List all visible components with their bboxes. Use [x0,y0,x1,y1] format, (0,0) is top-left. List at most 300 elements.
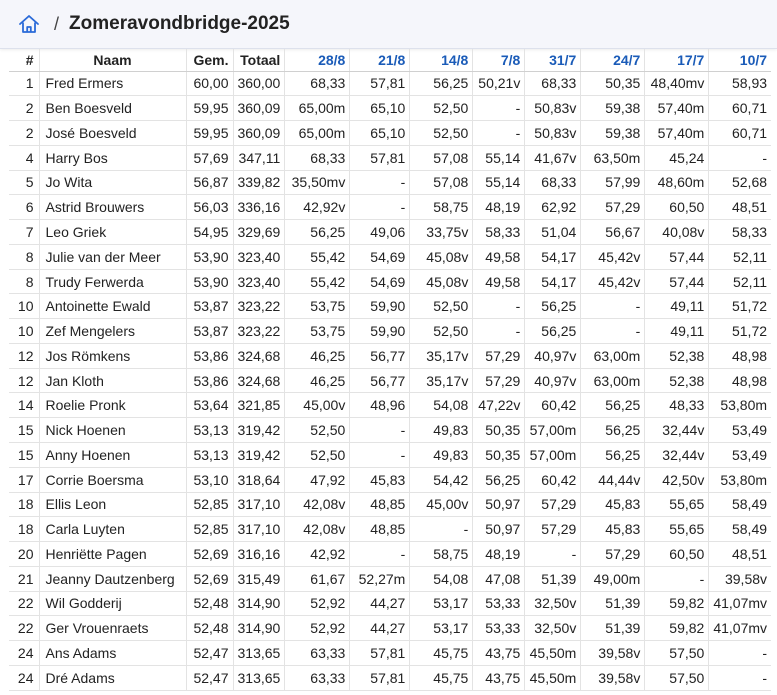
average-cell: 53,90 [186,244,233,269]
average-cell: 52,69 [186,566,233,591]
score-cell: 52,50 [285,442,350,467]
score-cell: 48,85 [350,492,410,517]
rank-cell: 15 [9,418,39,443]
score-cell: 63,50m [581,145,645,170]
player-name-cell: Jeanny Dautzenberg [39,566,186,591]
total-cell: 324,68 [233,343,285,368]
score-cell: 63,33 [285,665,350,690]
score-cell: 46,25 [285,343,350,368]
player-name-cell: Harry Bos [39,145,186,170]
table-row [9,393,771,418]
column-header-date[interactable]: 24/7 [581,49,645,71]
score-cell: 49,11 [645,294,709,319]
score-cell: 46,25 [285,368,350,393]
score-cell: 52,50 [410,319,473,344]
score-cell: 49,83 [410,418,473,443]
score-cell: 48,98 [709,343,771,368]
score-cell: 45,08v [410,244,473,269]
score-cell: 52,11 [709,269,771,294]
score-cell: 45,75 [410,641,473,666]
player-name-cell: Julie van der Meer [39,244,186,269]
score-cell: - [645,566,709,591]
score-cell: 68,33 [285,145,350,170]
score-cell: 57,29 [581,195,645,220]
score-cell: 55,65 [645,492,709,517]
score-cell: 57,29 [473,368,525,393]
score-cell: 42,08v [285,492,350,517]
score-cell: 57,29 [525,492,581,517]
rank-cell: 8 [9,244,39,269]
average-cell: 56,03 [186,195,233,220]
score-cell: 48,96 [350,393,410,418]
column-header-date[interactable]: 31/7 [525,49,581,71]
score-cell: 52,11 [709,244,771,269]
score-cell: 45,83 [581,492,645,517]
total-cell: 321,85 [233,393,285,418]
score-cell: 56,25 [410,71,473,96]
page-title: Zomeravondbridge-2025 [69,13,290,34]
player-name-cell: Fred Ermers [39,71,186,96]
table-row [9,294,771,319]
score-cell: 63,00m [581,343,645,368]
average-cell: 54,95 [186,220,233,245]
score-cell: 35,17v [410,368,473,393]
rank-cell: 2 [9,121,39,146]
score-cell: - [581,294,645,319]
score-cell: 35,50mv [285,170,350,195]
total-cell: 316,16 [233,542,285,567]
home-link[interactable] [18,14,40,34]
score-cell: 45,83 [350,467,410,492]
average-cell: 53,10 [186,467,233,492]
score-cell: - [581,319,645,344]
score-cell: - [473,319,525,344]
score-cell: 50,35 [473,442,525,467]
score-cell: 60,50 [645,195,709,220]
average-cell: 52,85 [186,492,233,517]
score-cell: 54,17 [525,269,581,294]
player-name-cell: José Boesveld [39,121,186,146]
rank-cell: 8 [9,269,39,294]
score-cell: 49,06 [350,220,410,245]
average-cell: 53,90 [186,269,233,294]
score-cell: 53,33 [473,616,525,641]
score-cell: 58,75 [410,542,473,567]
average-cell: 52,48 [186,591,233,616]
column-header-date[interactable]: 7/8 [473,49,525,71]
score-cell: 55,65 [645,517,709,542]
table-row [9,492,771,517]
score-cell: - [410,517,473,542]
score-cell: 53,17 [410,591,473,616]
score-cell: 47,08 [473,566,525,591]
score-cell: 57,81 [350,641,410,666]
column-header-date[interactable]: 14/8 [410,49,473,71]
table-row [9,71,771,96]
score-cell: 52,92 [285,591,350,616]
score-cell: 47,92 [285,467,350,492]
score-cell: 54,17 [525,244,581,269]
score-cell: 50,21v [473,71,525,96]
total-cell: 324,68 [233,368,285,393]
score-cell: 44,44v [581,467,645,492]
table-row [9,121,771,146]
table-row [9,145,771,170]
total-cell: 317,10 [233,492,285,517]
score-cell: 62,92 [525,195,581,220]
total-cell: 339,82 [233,170,285,195]
score-cell: - [473,121,525,146]
score-cell: 63,00m [581,368,645,393]
score-cell: 58,49 [709,492,771,517]
score-cell: 54,42 [410,467,473,492]
score-cell: 65,00m [285,121,350,146]
table-row [9,195,771,220]
score-cell: 52,92 [285,616,350,641]
score-cell: 57,81 [350,145,410,170]
score-cell: 56,25 [525,294,581,319]
score-cell: 43,75 [473,641,525,666]
score-cell: 57,40m [645,96,709,121]
average-cell: 53,86 [186,343,233,368]
rank-cell: 5 [9,170,39,195]
score-cell: 41,07mv [709,591,771,616]
total-cell: 323,22 [233,294,285,319]
score-cell: 57,44 [645,269,709,294]
rank-cell: 12 [9,368,39,393]
score-cell: - [709,665,771,690]
player-name-cell: Ans Adams [39,641,186,666]
score-cell: 57,29 [525,517,581,542]
total-cell: 323,40 [233,244,285,269]
score-cell: 51,39 [525,566,581,591]
score-cell: 41,07mv [709,616,771,641]
score-cell: 43,75 [473,665,525,690]
score-cell: - [473,294,525,319]
score-cell: 32,44v [645,442,709,467]
score-cell: 32,50v [525,616,581,641]
player-name-cell: Zef Mengelers [39,319,186,344]
score-cell: 68,33 [525,71,581,96]
rank-cell: 12 [9,343,39,368]
score-cell: 60,71 [709,96,771,121]
score-cell: 33,75v [410,220,473,245]
player-name-cell: Anny Hoenen [39,442,186,467]
score-cell: 39,58v [709,566,771,591]
total-cell: 360,09 [233,96,285,121]
player-name-cell: Nick Hoenen [39,418,186,443]
score-cell: 50,83v [525,121,581,146]
score-cell: 58,75 [410,195,473,220]
score-cell: 48,51 [709,195,771,220]
player-name-cell: Jo Wita [39,170,186,195]
total-cell: 323,22 [233,319,285,344]
column-header-rank: # [9,49,39,71]
score-cell: 65,00m [285,96,350,121]
table-row [9,319,771,344]
score-cell: 51,72 [709,294,771,319]
score-cell: 59,82 [645,616,709,641]
table-row [9,467,771,492]
table-row [9,343,771,368]
score-cell: 55,14 [473,170,525,195]
score-cell: 51,72 [709,319,771,344]
average-cell: 59,95 [186,121,233,146]
rank-cell: 6 [9,195,39,220]
score-cell: 56,25 [525,319,581,344]
score-cell: 57,00m [525,418,581,443]
score-cell: 57,00m [525,442,581,467]
rank-cell: 24 [9,641,39,666]
score-cell: 51,39 [581,591,645,616]
score-cell: 52,50 [285,418,350,443]
score-cell: 52,38 [645,368,709,393]
score-cell: 45,00v [410,492,473,517]
score-cell: 53,80m [709,393,771,418]
score-cell: 60,71 [709,121,771,146]
score-cell: 68,33 [285,71,350,96]
score-cell: 59,82 [645,591,709,616]
score-cell: 57,08 [410,145,473,170]
player-name-cell: Leo Griek [39,220,186,245]
average-cell: 57,69 [186,145,233,170]
score-cell: 58,93 [709,71,771,96]
column-header-average: Gem. [186,49,233,71]
rank-cell: 10 [9,319,39,344]
score-cell: 60,50 [645,542,709,567]
score-cell: 59,38 [581,96,645,121]
table-row [9,542,771,567]
table-row [9,220,771,245]
score-cell: 44,27 [350,591,410,616]
player-name-cell: Astrid Brouwers [39,195,186,220]
score-cell: 52,50 [410,121,473,146]
score-cell: - [350,418,410,443]
rank-cell: 22 [9,591,39,616]
column-header-date[interactable]: 28/8 [285,49,350,71]
score-cell: 48,60m [645,170,709,195]
score-cell: 56,67 [581,220,645,245]
score-cell: 50,35 [581,71,645,96]
score-cell: 53,49 [709,418,771,443]
score-cell: 56,25 [285,220,350,245]
rank-cell: 18 [9,492,39,517]
rank-cell: 4 [9,145,39,170]
score-cell: 42,92v [285,195,350,220]
table-header-row [9,49,771,71]
score-cell: 51,39 [581,616,645,641]
score-cell: 48,98 [709,368,771,393]
average-cell: 60,00 [186,71,233,96]
score-cell: 52,68 [709,170,771,195]
score-cell: 53,49 [709,442,771,467]
score-cell: 65,10 [350,121,410,146]
average-cell: 53,64 [186,393,233,418]
average-cell: 56,87 [186,170,233,195]
total-cell: 323,40 [233,269,285,294]
score-cell: 57,08 [410,170,473,195]
score-cell: 57,50 [645,665,709,690]
total-cell: 360,09 [233,121,285,146]
average-cell: 53,13 [186,442,233,467]
score-cell: - [525,542,581,567]
total-cell: 317,10 [233,517,285,542]
score-cell: 48,85 [350,517,410,542]
average-cell: 53,87 [186,319,233,344]
score-cell: 52,38 [645,343,709,368]
score-cell: 49,58 [473,269,525,294]
score-cell: 52,50 [410,294,473,319]
score-cell: 51,04 [525,220,581,245]
score-cell: 48,40mv [645,71,709,96]
total-cell: 314,90 [233,616,285,641]
score-cell: 61,67 [285,566,350,591]
score-cell: 54,08 [410,566,473,591]
column-header-date[interactable]: 21/8 [350,49,410,71]
score-cell: - [709,641,771,666]
score-cell: 45,24 [645,145,709,170]
score-cell: 60,42 [525,393,581,418]
average-cell: 52,85 [186,517,233,542]
score-cell: 40,08v [645,220,709,245]
rank-cell: 2 [9,96,39,121]
score-cell: 48,51 [709,542,771,567]
table-row [9,442,771,467]
total-cell: 360,00 [233,71,285,96]
score-cell: 57,40m [645,121,709,146]
score-cell: 47,22v [473,393,525,418]
score-cell: 50,83v [525,96,581,121]
score-cell: 50,97 [473,517,525,542]
score-cell: 57,50 [645,641,709,666]
total-cell: 347,11 [233,145,285,170]
score-cell: - [350,542,410,567]
rank-cell: 1 [9,71,39,96]
score-cell: 32,50v [525,591,581,616]
score-cell: 45,00v [285,393,350,418]
total-cell: 315,49 [233,566,285,591]
score-cell: 40,97v [525,368,581,393]
column-header-total: Totaal [233,49,285,71]
score-cell: 65,10 [350,96,410,121]
score-cell: 49,00m [581,566,645,591]
score-cell: 48,33 [645,393,709,418]
score-cell: 53,80m [709,467,771,492]
player-name-cell: Jos Römkens [39,343,186,368]
score-cell: 59,38 [581,121,645,146]
average-cell: 52,69 [186,542,233,567]
home-icon[interactable] [18,14,40,34]
score-cell: 42,92 [285,542,350,567]
score-cell: 44,27 [350,616,410,641]
rank-cell: 15 [9,442,39,467]
score-cell: 60,42 [525,467,581,492]
total-cell: 313,65 [233,665,285,690]
player-name-cell: Henriëtte Pagen [39,542,186,567]
average-cell: 53,87 [186,294,233,319]
score-cell: 57,81 [350,665,410,690]
table-row [9,170,771,195]
score-cell: 48,19 [473,195,525,220]
top-bar [0,0,777,49]
score-cell: 52,50 [410,96,473,121]
standings-table [9,49,771,691]
score-cell: - [350,442,410,467]
table-row [9,591,771,616]
player-name-cell: Ben Boesveld [39,96,186,121]
total-cell: 319,42 [233,418,285,443]
score-cell: 45,50m [525,665,581,690]
score-cell: 58,33 [473,220,525,245]
rank-cell: 7 [9,220,39,245]
total-cell: 313,65 [233,641,285,666]
score-cell: 53,33 [473,591,525,616]
score-cell: 39,58v [581,665,645,690]
score-cell: 50,97 [473,492,525,517]
score-cell: 53,75 [285,319,350,344]
table-row [9,244,771,269]
score-cell: - [473,96,525,121]
score-cell: 45,75 [410,665,473,690]
score-cell: 55,42 [285,269,350,294]
score-cell: 58,33 [709,220,771,245]
table-row [9,368,771,393]
score-cell: 45,50m [525,641,581,666]
score-cell: 48,19 [473,542,525,567]
score-cell: 58,49 [709,517,771,542]
score-cell: 57,29 [473,343,525,368]
score-cell: 56,25 [581,442,645,467]
total-cell: 314,90 [233,591,285,616]
score-cell: - [350,170,410,195]
column-header-date[interactable]: 10/7 [709,49,771,71]
table-row [9,517,771,542]
player-name-cell: Corrie Boersma [39,467,186,492]
total-cell: 336,16 [233,195,285,220]
table-body [9,71,771,690]
score-cell: 63,33 [285,641,350,666]
score-cell: 54,08 [410,393,473,418]
score-cell: 40,97v [525,343,581,368]
score-cell: 56,77 [350,343,410,368]
score-cell: 49,83 [410,442,473,467]
score-cell: 56,25 [473,467,525,492]
column-header-date[interactable]: 17/7 [645,49,709,71]
rank-cell: 17 [9,467,39,492]
score-cell: 56,25 [581,393,645,418]
score-cell: 50,35 [473,418,525,443]
average-cell: 53,86 [186,368,233,393]
score-cell: 53,75 [285,294,350,319]
score-cell: 45,42v [581,244,645,269]
table-row [9,96,771,121]
player-name-cell: Antoinette Ewald [39,294,186,319]
score-cell: 45,42v [581,269,645,294]
score-cell: - [709,145,771,170]
player-name-cell: Roelie Pronk [39,393,186,418]
average-cell: 52,48 [186,616,233,641]
player-name-cell: Ger Vrouenraets [39,616,186,641]
score-cell: 42,08v [285,517,350,542]
score-cell: 45,83 [581,517,645,542]
total-cell: 318,64 [233,467,285,492]
table-row [9,269,771,294]
player-name-cell: Jan Kloth [39,368,186,393]
score-cell: 49,58 [473,244,525,269]
rank-cell: 24 [9,665,39,690]
table-row [9,616,771,641]
score-cell: 54,69 [350,269,410,294]
